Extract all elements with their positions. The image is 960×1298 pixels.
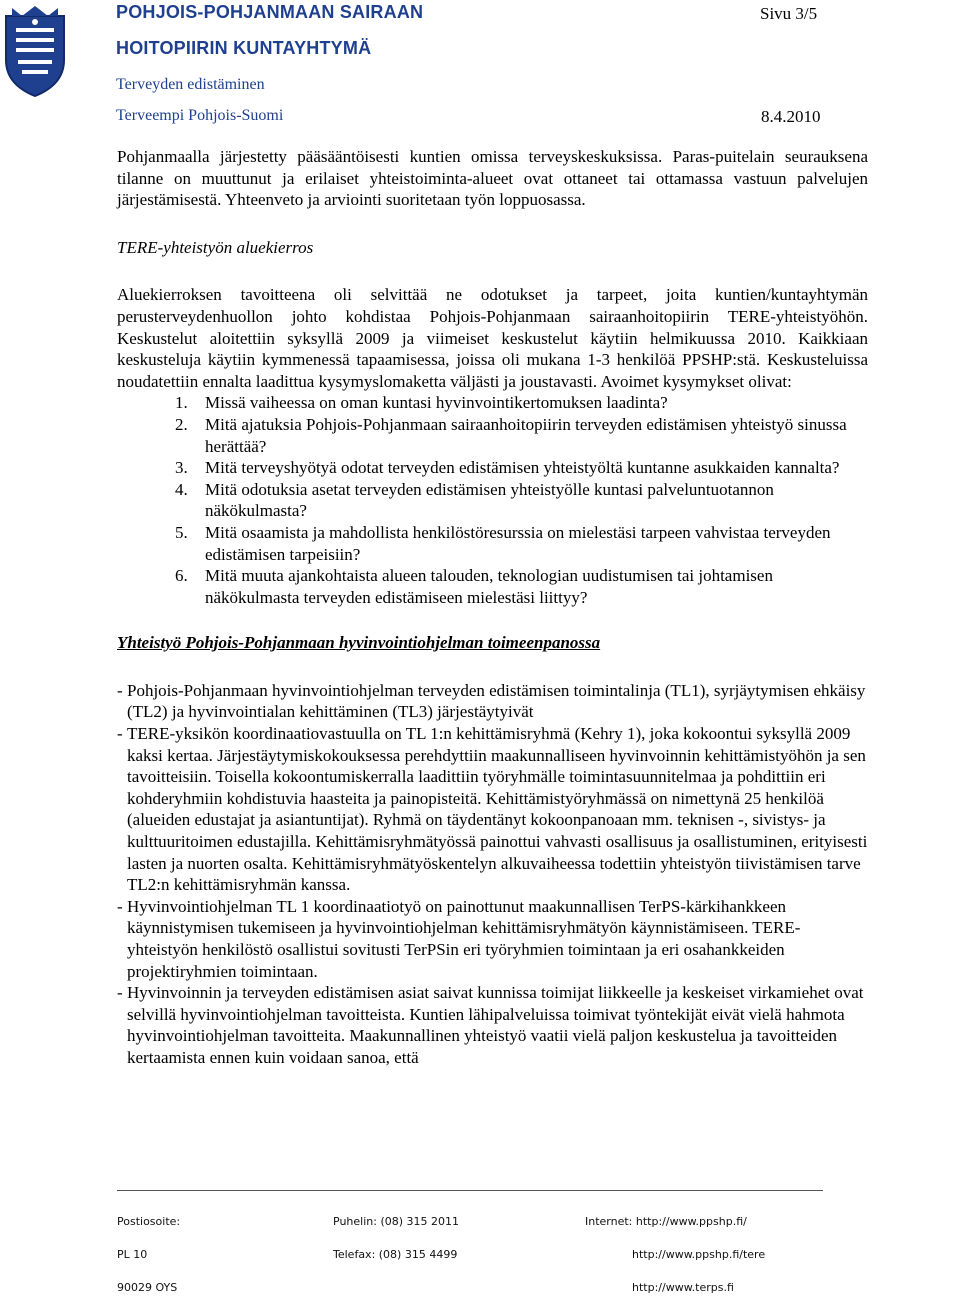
aluekierros-paragraph: Aluekierroksen tavoitteena oli selvittää ne odotukset ja tarpeet, joita kuntien/kuntayhtymän perusterveydenhuollon johto kohdistaa Pohjois-Pohjanmaan sairaanhoitopiirin TERE-yhteistyöhön. Keskustelut aloitettiin syksyllä 2009 ja viimeiset keskustelut käytiin helmikuussa 2010. Kaikkiaan keskusteluja käytiin kymmenessä tapaamisessa, joissa oli mukana 1-3 henkilöä PPSHP:stä. Keskusteluissa noudatettiin ennalta laadittua kysymyslomaketta väljästi ja joustavasti. Avoimet kysymykset olivat: xyxy=(117,285,868,391)
list-item-dash: - xyxy=(117,680,123,700)
document-body xyxy=(117,146,868,1069)
list-item-number: 4. xyxy=(175,479,188,499)
list-item xyxy=(117,982,868,1068)
list-item-dash: - xyxy=(117,983,123,1003)
list-item xyxy=(117,723,868,896)
document-date: 8.4.2010 xyxy=(761,107,821,126)
dash-list xyxy=(117,680,868,1069)
list-item-text: Mitä ajatuksia Pohjois-Pohjanmaan sairaanhoitopiirin terveyden edistämisen yhteistyö sinussa herättää? xyxy=(205,414,847,456)
list-item-text: Pohjois-Pohjanmaan hyvinvointiohjelman terveyden edistämisen toimintalinja (TL1), syrjäytymisen ehkäisy (TL2) ja hyvinvointialan kehittäminen (TL3) järjestäytyivät xyxy=(127,680,866,722)
question-list xyxy=(117,392,868,608)
list-item-text: Mitä odotuksia asetat terveyden edistämisen yhteistyölle kuntasi palveluntuotannon näkökulmasta? xyxy=(205,479,774,521)
footer-internet: Internet: http://www.ppshp.fi/ xyxy=(585,1215,747,1228)
list-item-number: 3. xyxy=(175,458,188,478)
footer-phone: Puhelin: (08) 315 2011 xyxy=(333,1215,460,1228)
header-project: Terveempi Pohjois-Suomi xyxy=(116,107,284,124)
list-item xyxy=(117,479,868,522)
page-number: Sivu 3/5 xyxy=(760,4,818,23)
list-item-text: Hyvinvoinnin ja terveyden edistämisen asiat saivat kunnissa toimijat liikkeelle ja keskeiset virkamiehet ovat selvillä hyvinvointiohjelman tavoitteista. Kuntien lähipalveluissa toimivat työntekijät eivät vielä hahmota hyvinvointiohjelman tavoitteita. Maakunnallinen yhteistyö vaatii vielä paljon keskustelua ja tavoitteiden kertaamista ennen kuin voidaan sanoa, että xyxy=(127,983,864,1067)
list-item xyxy=(117,680,868,723)
footer-url-terps[interactable]: http://www.terps.fi xyxy=(632,1281,734,1294)
header-subtitle: Terveyden edistäminen xyxy=(116,76,265,93)
footer-fax: Telefax: (08) 315 4499 xyxy=(333,1248,458,1261)
list-item xyxy=(117,457,868,479)
list-item-text: Mitä muuta ajankohtaista alueen talouden, teknologian uudistumisen tai johtamisen näkökulmasta terveyden edistämiseen mielestäsi liittyy? xyxy=(205,566,773,607)
footer-postal-label: Postiosoite: xyxy=(117,1215,181,1228)
section-title-hyvinvointiohjelma: Yhteistyö Pohjois-Pohjanmaan hyvinvointiohjelman toimeenpanossa xyxy=(117,633,601,653)
footer-url-tere[interactable]: http://www.ppshp.fi/tere xyxy=(632,1248,766,1261)
list-item-number: 5. xyxy=(175,522,188,542)
footer-po-box: PL 10 xyxy=(117,1248,148,1261)
organization-name-line1: POHJOIS-POHJANMAAN SAIRAAN xyxy=(116,2,424,22)
organization-name-line2: HOITOPIIRIN KUNTAYHTYMÄ xyxy=(116,38,372,58)
list-item xyxy=(117,522,868,565)
footer-postcode: 90029 OYS xyxy=(117,1281,178,1294)
list-item-number: 6. xyxy=(175,566,188,586)
list-item xyxy=(117,896,868,982)
list-item-number: 1. xyxy=(175,393,188,413)
list-item xyxy=(117,414,868,457)
list-item-text: Mitä terveyshyötyä odotat terveyden edistämisen yhteistyöltä kuntanne asukkaiden kannalta? xyxy=(205,458,840,478)
section-title-aluekierros: TERE-yhteistyön aluekierros xyxy=(117,237,314,257)
list-item xyxy=(117,565,868,608)
list-item-text: TERE-yksikön koordinaatiovastuulla on TL 1:n kehittämisryhmä (Kehry 1), joka kokoontui syksyllä 2009 kaksi kertaa. Järjestäytymiskokouksessa perehdyttiin maakunnalliseen hyvinvoinnin kehittämistyöhön ja sen tavoitteisiin. Toisella kokoontumiskerralla laadittiin työryhmälle toimintasuunnitelmaa ja pohdittiin eri kohderyhmiin kohdistuvia haasteita ja painopisteitä. Kehittämistyöryhmässä on nimettynä 25 henkilöä (alueiden edustajat ja asiantuntijat). Ryhmä on täydentänyt kokoonpanoaan mm. teknisen -, sivistys- ja kulttuuritoimen edustajilla. Kehittämisryhmätyössä painottui vahvasti osallisuus ja osallistuminen, erityisesti lasten ja nuorten osalta. Kehittämisryhmätyöskentelyn alkuvaiheessa todettiin yhteistyön tiivistämisen tarve TL2:n kehittämisryhmän kanssa. xyxy=(127,724,868,895)
coat-of-arms-logo xyxy=(2,2,68,98)
list-item-text: Mitä osaamista ja mahdollista henkilöstöresurssia on mielestäsi tarpeen vahvistaa terveyden edistämisen tarpeisiin? xyxy=(205,522,831,564)
list-item-text: Missä vaiheessa on oman kuntasi hyvinvointikertomuksen laadinta? xyxy=(205,393,668,413)
list-item-dash: - xyxy=(117,896,123,916)
list-item-dash: - xyxy=(117,724,123,744)
intro-paragraph: Pohjanmaalla järjestetty pääsääntöisesti kuntien omissa terveyskeskuksissa. Paras-puitelain seurauksena tilanne on muuttunut ja erilaiset yhteistoiminta-alueet ovat ottaneet tai ottamassa vastuun palvelujen järjestämisestä. Yhteenveto ja arviointi suoritetaan työn loppuosassa. xyxy=(117,147,868,210)
footer-divider xyxy=(117,1190,823,1191)
list-item xyxy=(117,392,868,414)
list-item-text: Hyvinvointiohjelman TL 1 koordinaatiotyö on painottunut maakunnallisen TerPS-kärkihankkeen käynnistymisen tukemiseen ja hyvinvointiohjelman kehittämisryhmätyön käynnistämiseen. TERE-yhteistyön henkilöstö osallistui sovitusti TerPSin eri työryhmien toimintaan ja eri osahankkeiden projektiryhmien toimintaan. xyxy=(127,896,801,981)
list-item-number: 2. xyxy=(175,414,188,434)
